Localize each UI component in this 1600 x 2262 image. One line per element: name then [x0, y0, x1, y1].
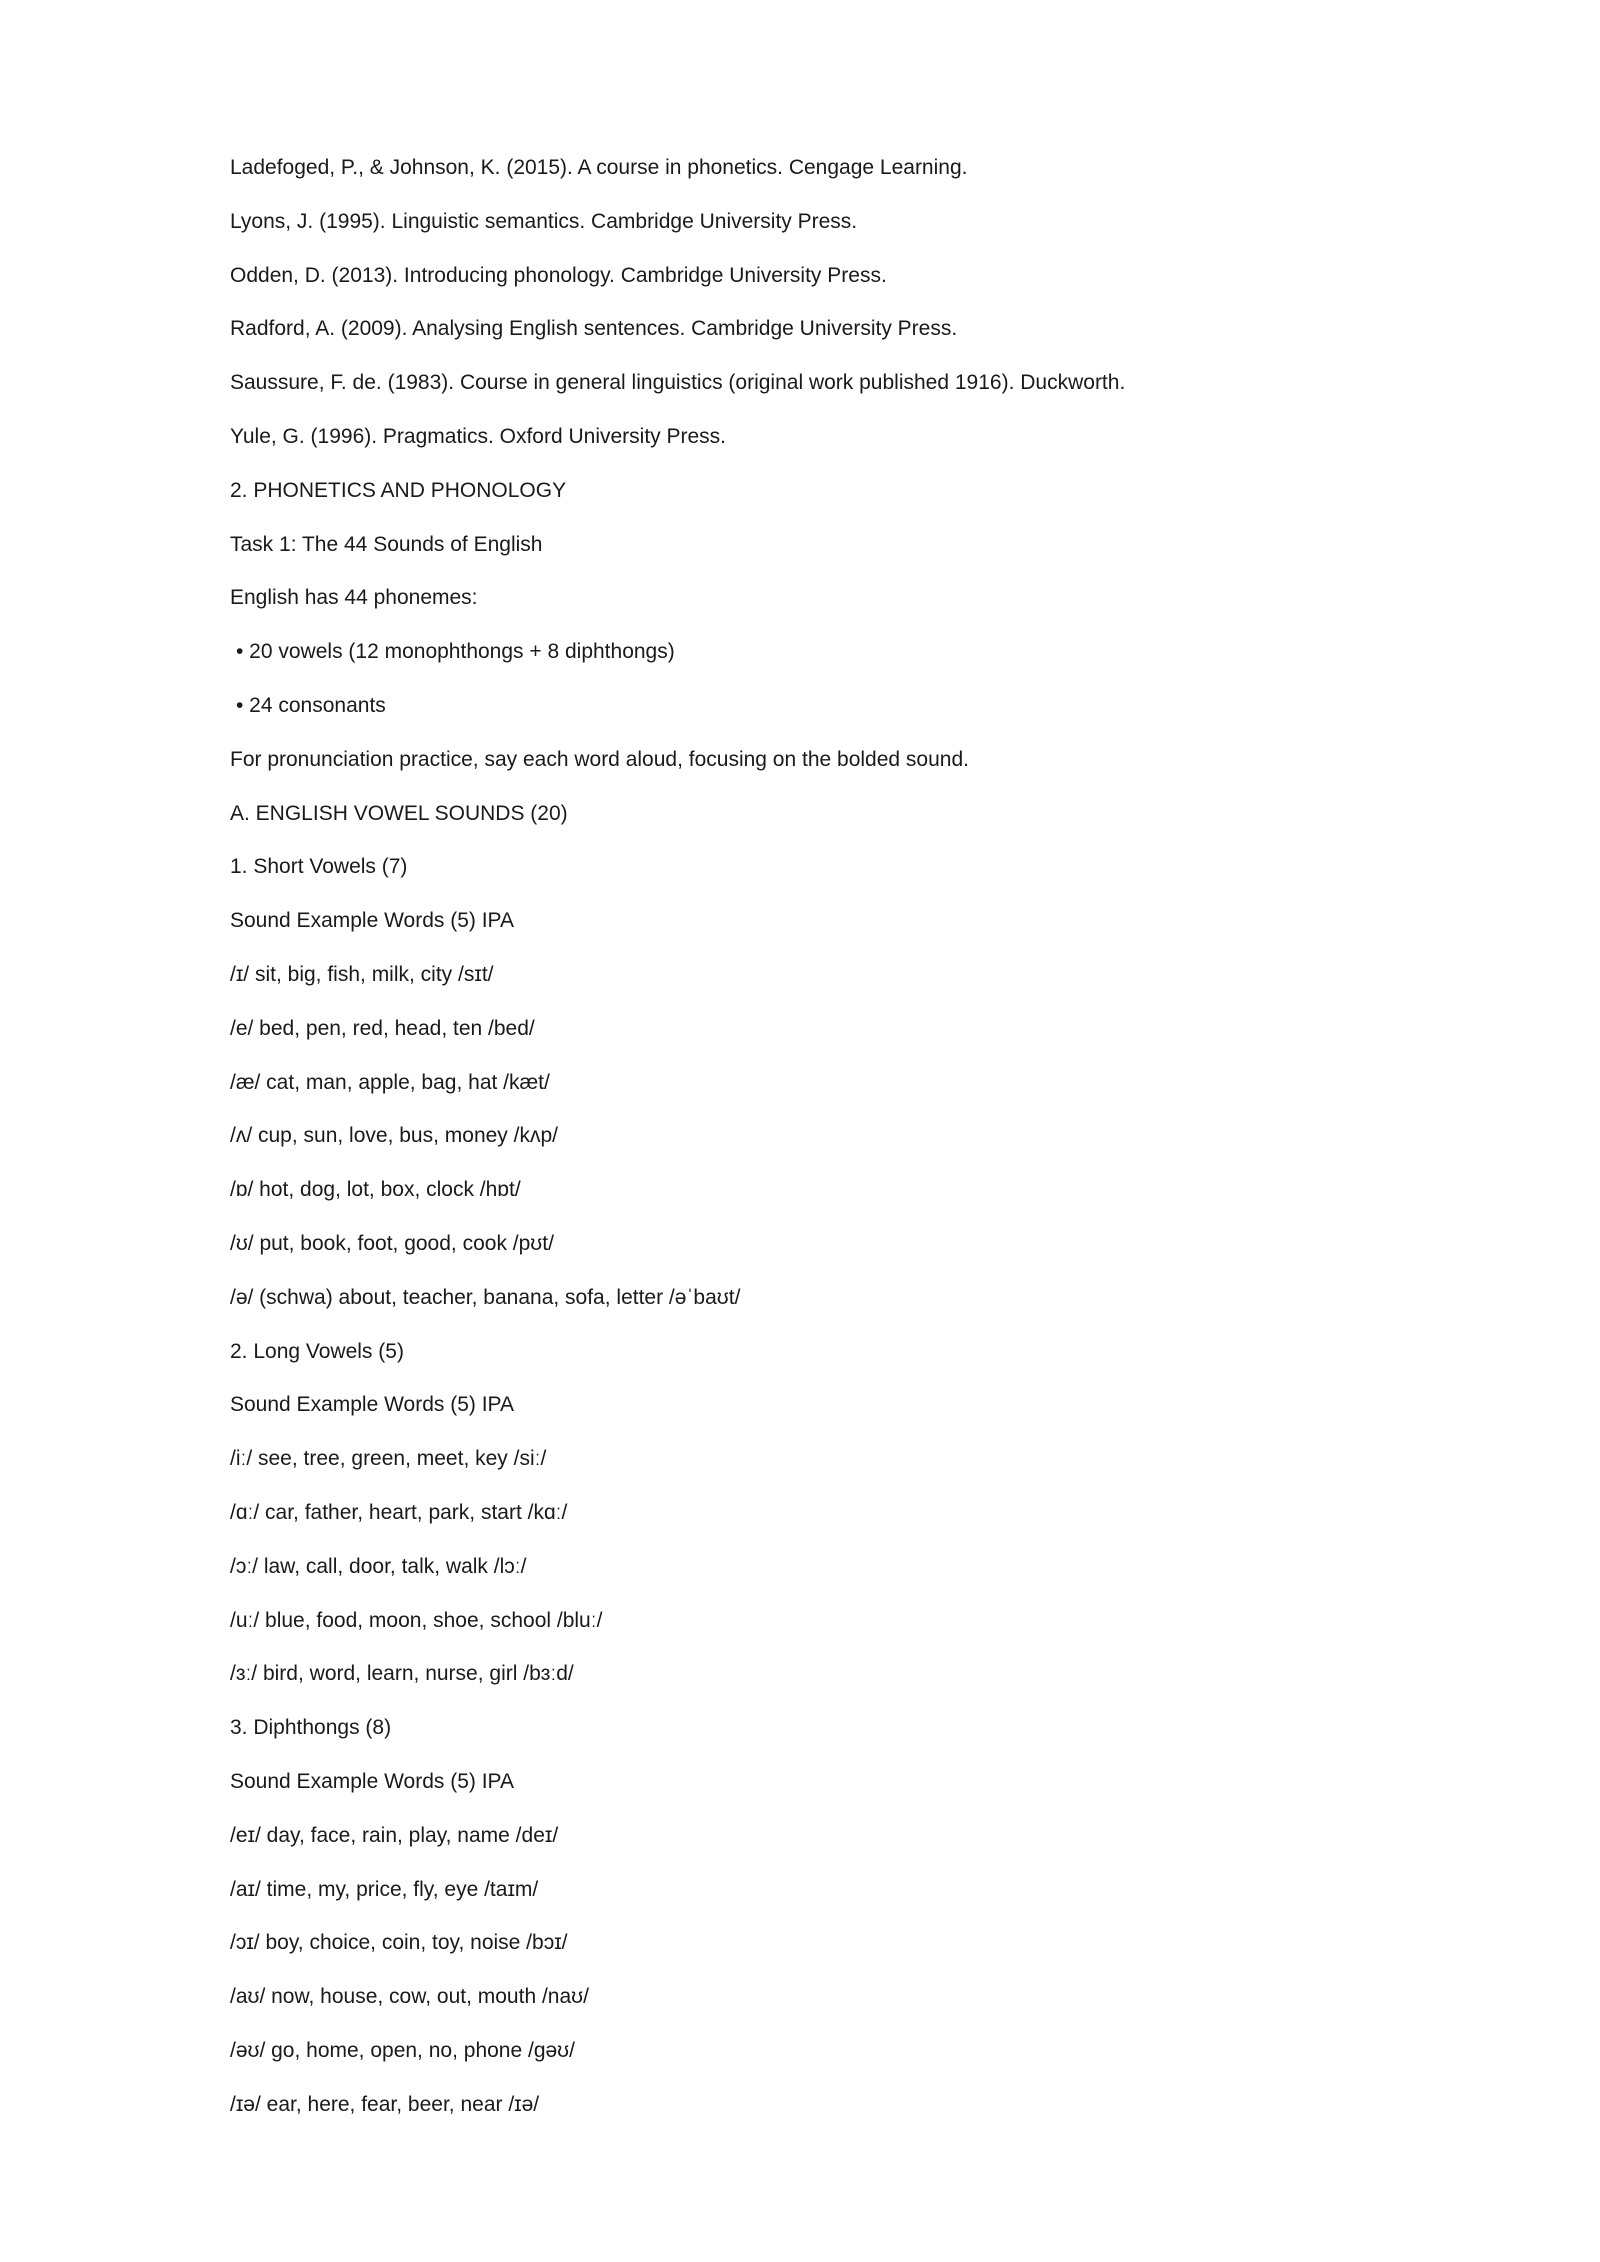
section-heading: 2. PHONETICS AND PHONOLOGY — [230, 478, 567, 502]
long-vowels-title: 2. Long Vowels (5) — [230, 1339, 404, 1363]
document-page — [230, 152, 1410, 2142]
short-vowels-title: 1. Short Vowels (7) — [230, 855, 408, 879]
diphthong-row: /aɪ/ time, my, price, fly, eye /taɪm/ — [230, 1877, 539, 1901]
reference-entry: Yule, G. (1996). Pragmatics. Oxford University Press. — [230, 424, 727, 448]
task-title: Task 1: The 44 Sounds of English — [230, 532, 543, 556]
diphthong-row: /eɪ/ day, face, rain, play, name /deɪ/ — [230, 1823, 559, 1847]
vowels-heading: A. ENGLISH VOWEL SOUNDS (20) — [230, 801, 568, 825]
reference-entry: Odden, D. (2013). Introducing phonology. Cambridge University Press. — [230, 263, 887, 287]
diphthong-row: /aʊ/ now, house, cow, out, mouth /naʊ/ — [230, 1985, 589, 2009]
short-vowel-row: /ɒ/ hot, dog, lot, box, clock /hɒt/ — [230, 1178, 521, 1202]
diphthongs-header: Sound Example Words (5) IPA — [230, 1769, 515, 1793]
long-vowel-row: /uː/ blue, food, moon, shoe, school /bluː/ — [230, 1608, 603, 1632]
diphthong-row: /əʊ/ go, home, open, no, phone /gəʊ/ — [230, 2038, 575, 2062]
long-vowel-row: /iː/ see, tree, green, meet, key /siː/ — [230, 1447, 547, 1471]
long-vowel-row: /ɔː/ law, call, door, talk, walk /lɔː/ — [230, 1554, 527, 1578]
reference-entry: Radford, A. (2009). Analysing English sentences. Cambridge University Press. — [230, 317, 958, 341]
diphthong-row: /ɪə/ ear, here, fear, beer, near /ɪə/ — [230, 2092, 540, 2116]
short-vowel-row: /æ/ cat, man, apple, bag, hat /kæt/ — [230, 1070, 550, 1094]
long-vowel-row: /ɜː/ bird, word, learn, nurse, girl /bɜːd/ — [230, 1662, 574, 1686]
short-vowel-row: /ʊ/ put, book, foot, good, cook /pʊt/ — [230, 1231, 554, 1255]
intro-text: English has 44 phonemes: — [230, 586, 478, 610]
practice-note: For pronunciation practice, say each word aloud, focusing on the bolded sound. — [230, 747, 969, 771]
short-vowel-row: /ɪ/ sit, big, fish, milk, city /sɪt/ — [230, 962, 494, 986]
reference-entry: Lyons, J. (1995). Linguistic semantics. Cambridge University Press. — [230, 209, 858, 233]
long-vowel-row: /ɑː/ car, father, heart, park, start /kɑː/ — [230, 1500, 568, 1524]
long-vowels-header: Sound Example Words (5) IPA — [230, 1393, 515, 1417]
short-vowel-row: /e/ bed, pen, red, head, ten /bed/ — [230, 1016, 535, 1040]
bullet-item-vowels: • 20 vowels (12 monophthongs + 8 diphthongs) — [236, 640, 675, 664]
reference-entry: Saussure, F. de. (1983). Course in general linguistics (original work published 1916). Duckworth. — [230, 371, 1126, 395]
short-vowels-header: Sound Example Words (5) IPA — [230, 909, 515, 933]
short-vowel-row: /ə/ (schwa) about, teacher, banana, sofa, letter /əˈbaʊt/ — [230, 1285, 741, 1309]
bullet-item-consonants: • 24 consonants — [236, 693, 386, 717]
short-vowel-row: /ʌ/ cup, sun, love, bus, money /kʌp/ — [230, 1124, 558, 1148]
reference-entry: Ladefoged, P., & Johnson, K. (2015). A course in phonetics. Cengage Learning. — [230, 156, 968, 179]
diphthongs-title: 3. Diphthongs (8) — [230, 1716, 392, 1740]
diphthong-row: /ɔɪ/ boy, choice, coin, toy, noise /bɔɪ/ — [230, 1931, 568, 1955]
